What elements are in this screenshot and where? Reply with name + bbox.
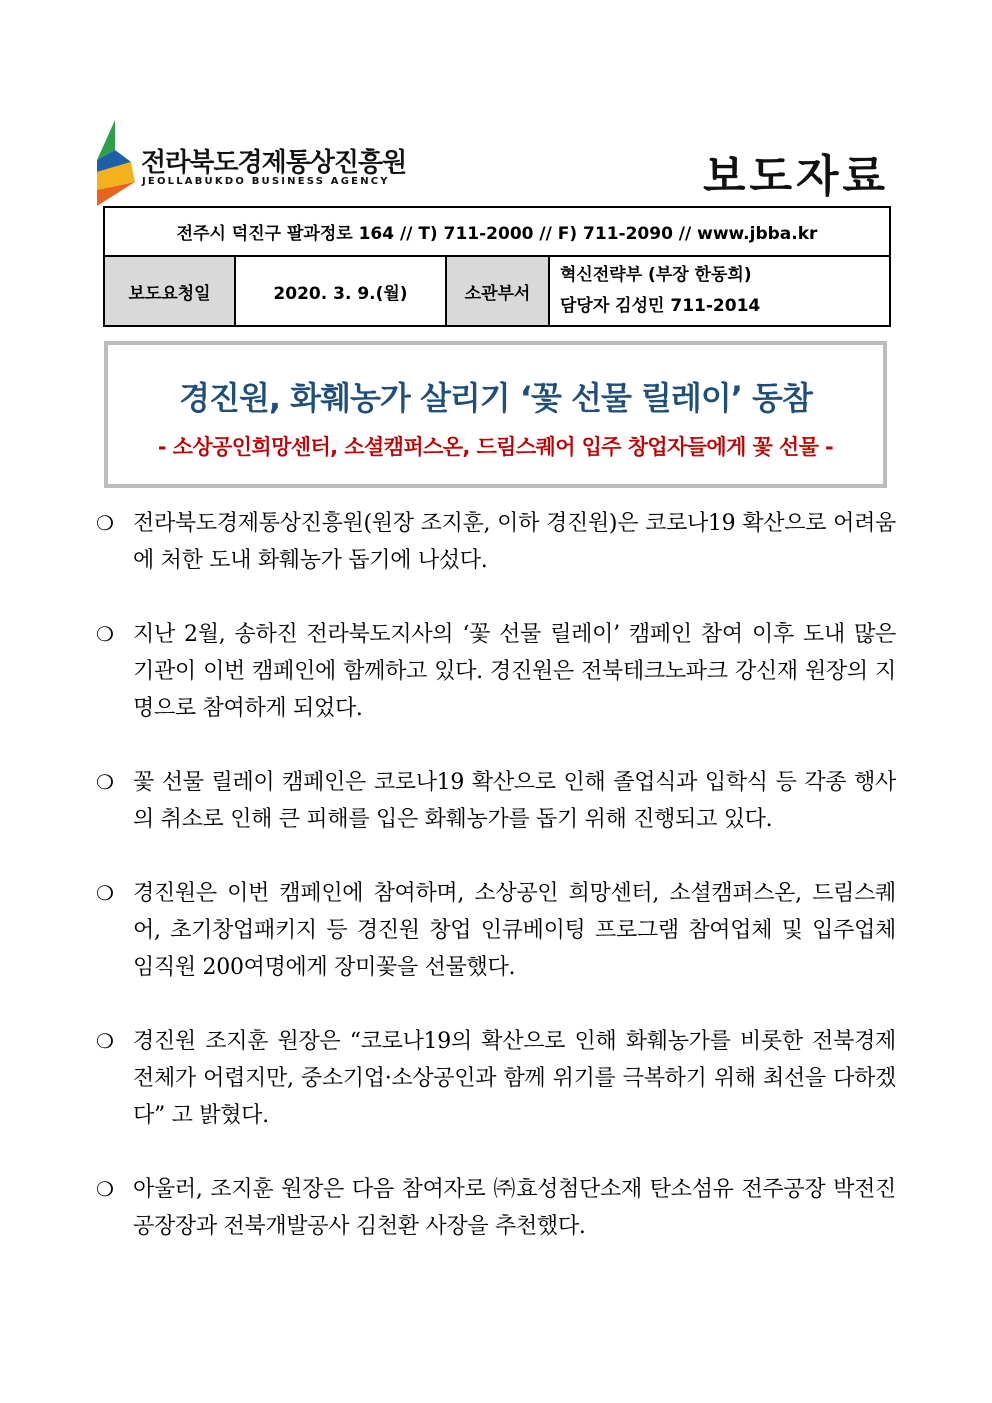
paragraph-text: 전라북도경제통상진흥원(원장 조지훈, 이하 경진원)은 코로나19 확산으로 어려움에 처한 도내 화훼농가 돕기에 나섰다. bbox=[133, 511, 896, 573]
doc-type-title: 보도자료 bbox=[702, 151, 889, 202]
paragraph-text: 아울러, 조지훈 원장은 다음 참여자로 ㈜효성첨단소재 탄소섬유 전주공장 박전진 공장장과 전북개발공사 김천환 사장을 추천했다. bbox=[133, 1177, 896, 1239]
logo-mark-icon bbox=[93, 120, 137, 206]
headline-title: 경진원, 화훼농가 살리기 ‘꽃 선물 릴레이’ 동참 bbox=[179, 379, 812, 417]
dept-line-2: 담당자 김성민 711-2014 bbox=[560, 296, 761, 316]
paragraph-text: 경진원은 이번 캠페인에 참여하며, 소상공인 희망센터, 소셜캠퍼스온, 드림스퀘어, 초기창업패키지 등 경진원 창업 인큐베이팅 프로그램 참여업체 및 입주업체 임직원 200여명에게 장미꽃을 선물했다. bbox=[133, 881, 896, 980]
dept-line-1: 혁신전략부 (부장 한동희) bbox=[560, 265, 752, 285]
bullet-circle-icon: ❍ bbox=[96, 511, 114, 535]
paragraph-text: 경진원 조지훈 원장은 “코로나19의 확산으로 인해 화훼농가를 비롯한 전북경제 전체가 어렵지만, 중소기업·소상공인과 함께 위기를 극복하기 위해 최선을 다하겠다” 고 밝혔다. bbox=[133, 1029, 896, 1128]
bullet-circle-icon: ❍ bbox=[96, 1177, 114, 1201]
request-date-label: 보도요청일 bbox=[104, 256, 235, 326]
paragraph bbox=[96, 764, 896, 838]
paragraph bbox=[96, 1023, 896, 1134]
contact-line: 전주시 덕진구 팔과정로 164 // T) 711-2000 // F) 711-2090 // www.jbba.kr bbox=[104, 207, 890, 256]
bullet-circle-icon: ❍ bbox=[96, 881, 114, 905]
paragraph bbox=[96, 505, 896, 579]
dept-info bbox=[549, 256, 890, 326]
bullet-circle-icon: ❍ bbox=[96, 622, 114, 646]
bullet-circle-icon: ❍ bbox=[96, 1029, 114, 1053]
org-logo bbox=[93, 120, 407, 206]
headline-box bbox=[104, 341, 887, 488]
press-info-table bbox=[103, 206, 891, 327]
org-name-ko: 전라북도경제통상진흥원 bbox=[141, 148, 407, 178]
request-date: 2020. 3. 9.(월) bbox=[235, 256, 446, 326]
paragraph-text: 지난 2월, 송하진 전라북도지사의 ‘꽃 선물 릴레이’ 캠페인 참여 이후 도내 많은 기관이 이번 캠페인에 함께하고 있다. 경진원은 전북테크노파크 강신재 원장의 지명으로 참여하게 되었다. bbox=[133, 622, 896, 721]
body-paragraphs bbox=[96, 505, 896, 1245]
paragraph-text: 꽃 선물 릴레이 캠페인은 코로나19 확산으로 인해 졸업식과 입학식 등 각종 행사의 취소로 인해 큰 피해를 입은 화훼농가를 돕기 위해 진행되고 있다. bbox=[133, 770, 896, 832]
org-name-en: JEOLLABUKDO BUSINESS AGENCY bbox=[142, 176, 390, 187]
headline-subtitle: - 소상공인희망센터, 소셜캠퍼스온, 드림스퀘어 입주 창업자들에게 꽃 선물 - bbox=[157, 435, 834, 459]
paragraph bbox=[96, 875, 896, 986]
paragraph bbox=[96, 616, 896, 727]
paragraph bbox=[96, 1171, 896, 1245]
dept-label: 소관부서 bbox=[446, 256, 549, 326]
bullet-circle-icon: ❍ bbox=[96, 770, 114, 794]
